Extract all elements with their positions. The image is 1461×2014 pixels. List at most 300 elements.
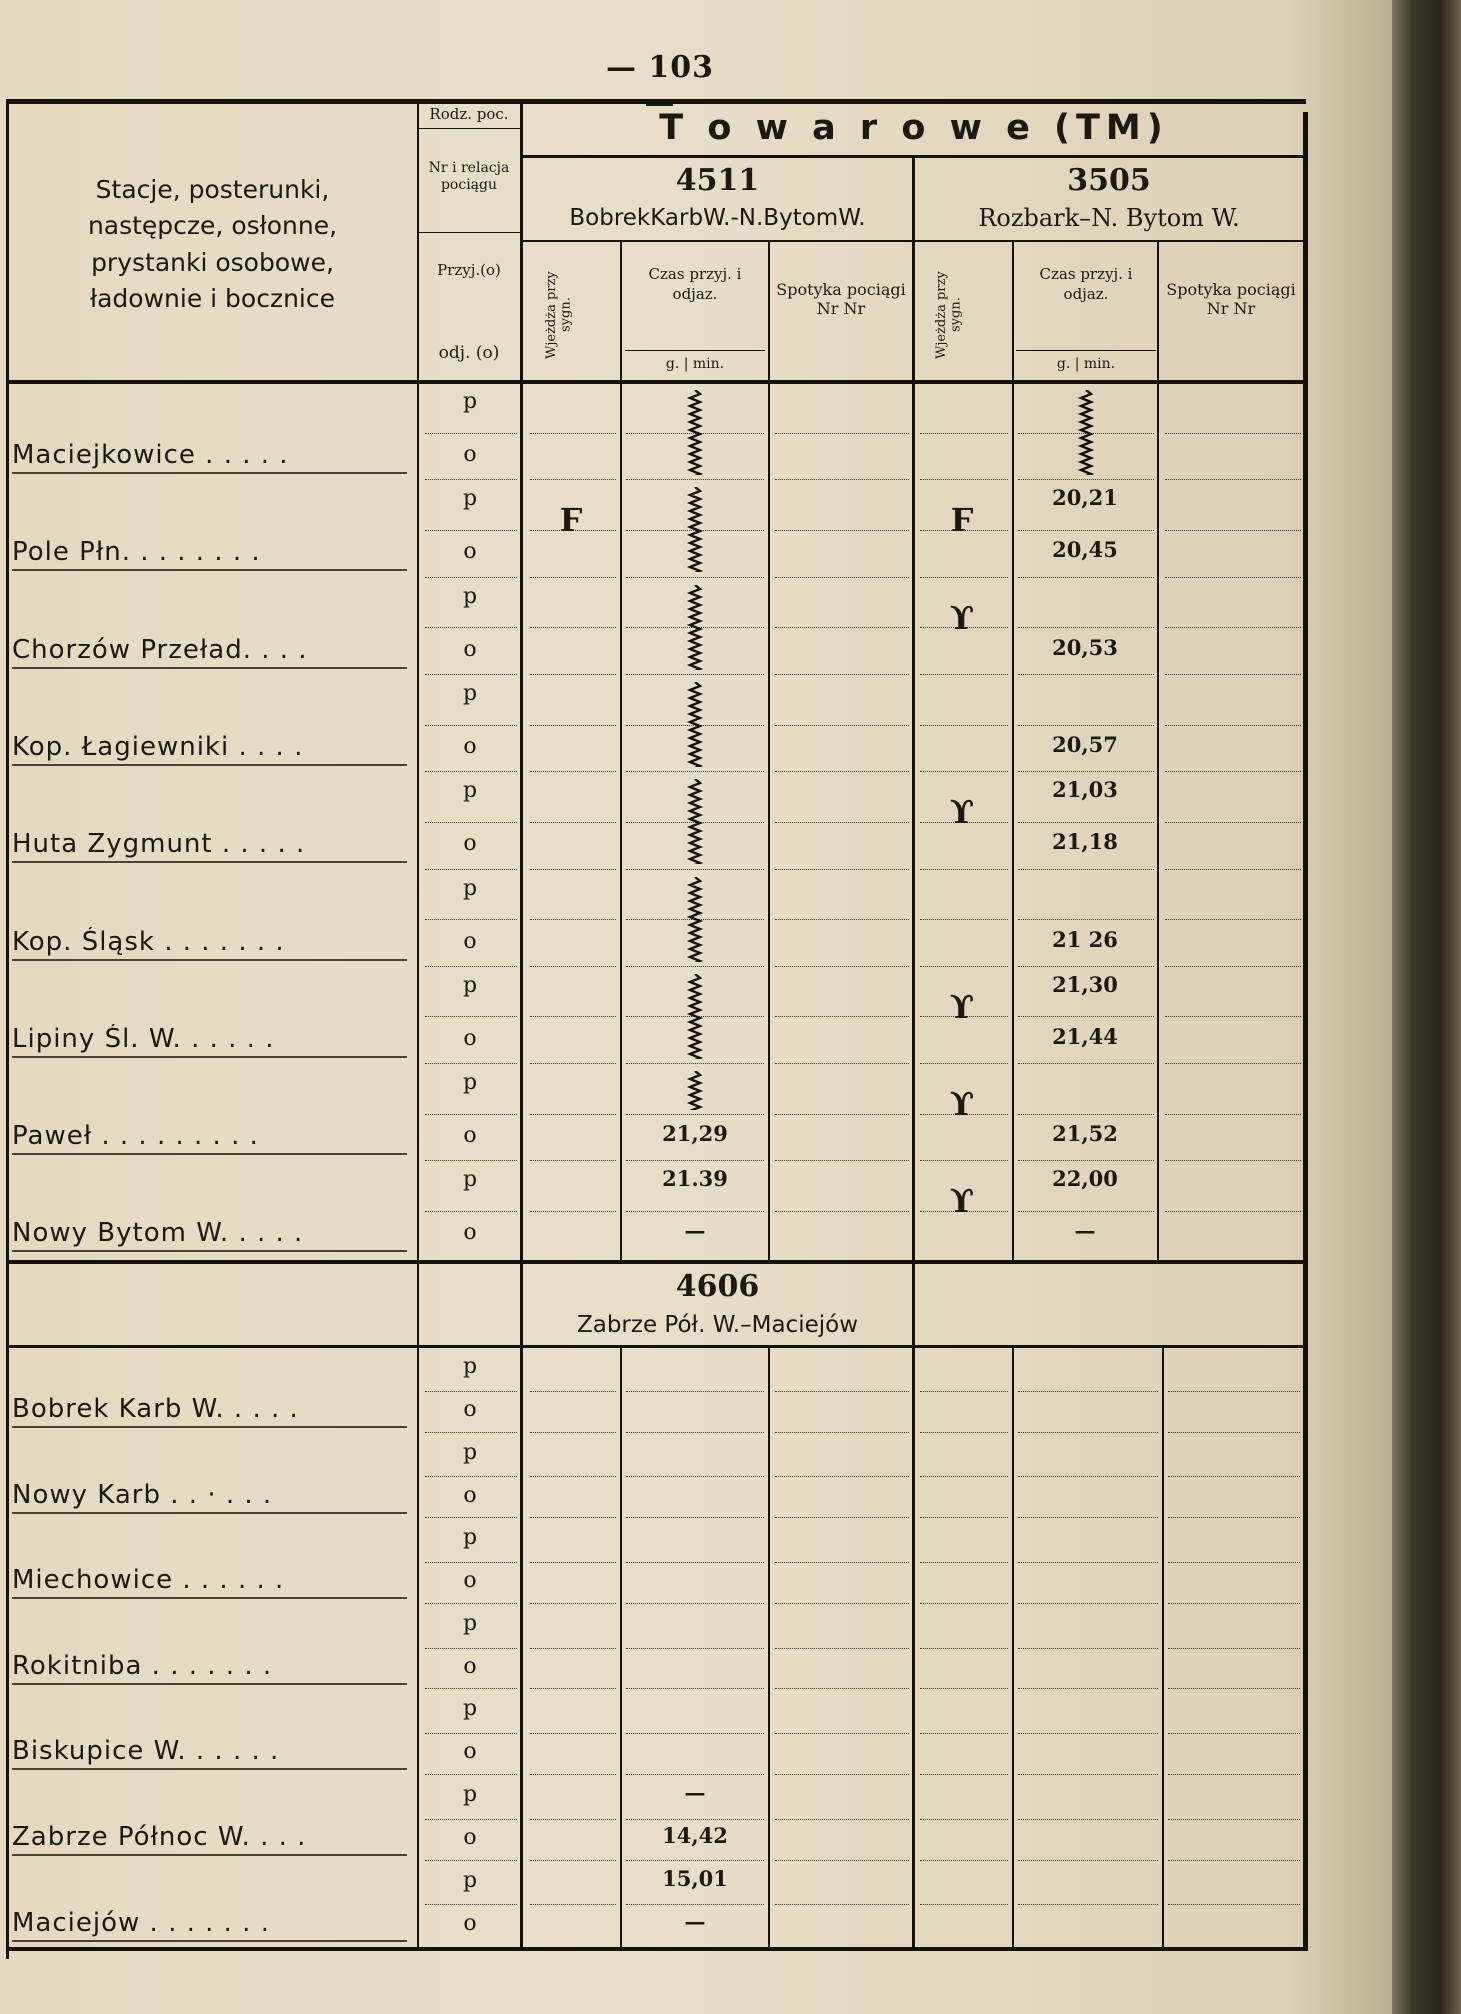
wavy-pass-through-mark (684, 682, 706, 767)
row-o-label: o (463, 1220, 477, 1246)
train-a-wjezdza-label: Wjeżdża przy sygn. (544, 271, 574, 359)
row-p-label: p (462, 1439, 478, 1465)
departure-time: 14,42 (662, 1823, 728, 1848)
row-end-separator (626, 577, 764, 578)
col-divider-b-time-2 (1162, 1345, 1164, 1947)
arrival-time: 20,21 (1052, 485, 1118, 511)
row-end-separator (775, 1860, 909, 1861)
row-mid-separator (775, 530, 909, 531)
row-end-separator (626, 1774, 764, 1775)
header-rule-units-b (1016, 350, 1156, 351)
col-divider-b-sig-2 (1012, 1345, 1014, 1947)
row-mid-separator (425, 1476, 517, 1477)
col-divider-a-sig (620, 240, 622, 1260)
row-o-label: o (463, 1568, 477, 1594)
arrival-time: 21,03 (1052, 777, 1118, 803)
row-o-label: o (463, 1397, 477, 1422)
station-column-title: Stacje, posterunki, następcze, osłonne, prystanki osobowe, ładownie i bocznice (87, 175, 338, 313)
odj-label: odj. (o) (438, 343, 500, 363)
departure-time: 20,53 (1052, 634, 1118, 660)
row-mid-separator (1165, 433, 1301, 434)
header-rule-units-a (625, 350, 765, 351)
row-end-separator (1168, 1517, 1300, 1518)
row-mid-separator (626, 1562, 764, 1563)
wavy-pass-through-mark (684, 779, 706, 864)
row-mid-separator (530, 1648, 616, 1649)
row-mid-separator (920, 1819, 1008, 1820)
row-mid-separator (775, 1904, 909, 1905)
wavy-pass-through-mark (684, 1071, 706, 1110)
row-o-label: o (463, 733, 477, 759)
station-name: Kop. Śląsk . . . . . . . (12, 927, 407, 961)
row-end-separator (425, 1063, 517, 1064)
row-mid-separator (920, 1476, 1008, 1477)
row-mid-separator (1018, 1016, 1154, 1017)
row-end-separator (530, 1432, 616, 1433)
row-mid-separator (530, 1114, 616, 1115)
row-mid-separator (1168, 1819, 1300, 1820)
col-divider-trains (912, 155, 915, 1947)
row-mid-separator (775, 1562, 909, 1563)
row-end-separator (1018, 1688, 1158, 1689)
row-mid-separator (626, 1114, 764, 1115)
row-end-separator (626, 674, 764, 675)
arrival-time: 22,00 (1052, 1166, 1118, 1192)
train-b-spotyka-label: Spotyka pociągi Nr Nr (1166, 280, 1296, 319)
row-end-separator (1165, 966, 1301, 967)
train-b-number: 3505 (1067, 163, 1151, 198)
section2-top-rule (6, 1260, 1308, 1264)
row-end-separator (920, 674, 1008, 675)
row-o-label: o (463, 1739, 477, 1765)
train-a-czas-label: Czas przyj. i odjaz. (648, 265, 742, 303)
row-mid-separator (530, 1016, 616, 1017)
row-mid-separator (425, 1211, 517, 1212)
section2-header-rule (6, 1345, 1308, 1348)
row-p-label: p (462, 1070, 478, 1096)
train-a-relation: BobrekKarbW.-N.BytomW. (569, 205, 866, 231)
row-end-separator (920, 1432, 1008, 1433)
row-end-separator (920, 577, 1008, 578)
row-p-label: p (462, 1782, 478, 1807)
row-o-label: o (463, 636, 477, 662)
row-mid-separator (530, 822, 616, 823)
book-spine (1392, 0, 1461, 2014)
header-rule-category (523, 155, 1303, 158)
row-end-separator (530, 1688, 616, 1689)
signal-mark: ϒ (949, 598, 975, 637)
row-end-separator (775, 869, 909, 870)
row-mid-separator (1165, 822, 1301, 823)
row-mid-separator (626, 1904, 764, 1905)
departure-time: — (684, 1218, 706, 1244)
row-mid-separator (1018, 1562, 1158, 1563)
train-c-relation: Zabrze Pół. W.–Maciejów (576, 1312, 859, 1338)
row-mid-separator (626, 1819, 764, 1820)
category-title: T o w a r o w e (TM) (659, 108, 1169, 148)
row-mid-separator (530, 1733, 616, 1734)
row-o-label: o (463, 1653, 477, 1679)
row-end-separator (920, 1160, 1008, 1161)
row-mid-separator (425, 1904, 517, 1905)
row-end-separator (425, 1774, 517, 1775)
departure-time: 21,52 (1052, 1121, 1118, 1147)
row-p-label: p (462, 1525, 478, 1551)
row-end-separator (626, 966, 764, 967)
row-mid-separator (1168, 1733, 1300, 1734)
wavy-pass-through-mark (684, 974, 706, 1059)
row-end-separator (530, 966, 616, 967)
row-end-separator (775, 1688, 909, 1689)
header-rule-nr (417, 232, 520, 233)
row-end-separator (530, 869, 616, 870)
row-mid-separator (425, 1114, 517, 1115)
row-o-label: o (463, 1825, 477, 1850)
row-mid-separator (626, 1391, 764, 1392)
row-end-separator (626, 1517, 764, 1518)
row-mid-separator (425, 822, 517, 823)
row-mid-separator (425, 919, 517, 920)
row-mid-separator (425, 725, 517, 726)
row-p-label: p (462, 680, 478, 706)
row-end-separator (920, 1774, 1008, 1775)
row-mid-separator (425, 1391, 517, 1392)
row-mid-separator (530, 1904, 616, 1905)
train-b-units-label: g. | min. (1056, 356, 1116, 372)
train-b-relation: Rozbark–N. Bytom W. (978, 204, 1240, 232)
signal-mark: ϒ (949, 1085, 975, 1124)
arrival-time: 21.39 (662, 1166, 728, 1192)
row-mid-separator (1168, 1476, 1300, 1477)
row-mid-separator (626, 1733, 764, 1734)
row-mid-separator (1165, 1016, 1301, 1017)
row-end-separator (1165, 479, 1301, 480)
row-o-label: o (463, 539, 477, 565)
row-end-separator (775, 577, 909, 578)
station-name: Nowy Bytom W. . . . . (12, 1218, 407, 1252)
row-end-separator (1168, 1688, 1300, 1689)
row-p-label: p (462, 389, 478, 414)
wavy-pass-through-mark (684, 585, 706, 670)
row-mid-separator (775, 1391, 909, 1392)
table-right-border (1303, 112, 1308, 1950)
col-divider-b-time (1157, 240, 1159, 1260)
row-mid-separator (775, 627, 909, 628)
row-mid-separator (1165, 627, 1301, 628)
row-mid-separator (775, 919, 909, 920)
train-a-spotyka-label: Spotyka pociągi Nr Nr (776, 280, 906, 319)
row-p-label: p (462, 972, 478, 998)
row-mid-separator (920, 1648, 1008, 1649)
row-end-separator (626, 1063, 764, 1064)
row-end-separator (530, 1774, 616, 1775)
row-mid-separator (775, 1476, 909, 1477)
row-mid-separator (775, 1211, 909, 1212)
row-mid-separator (1018, 1648, 1158, 1649)
row-mid-separator (425, 1016, 517, 1017)
row-mid-separator (1018, 627, 1154, 628)
row-mid-separator (1168, 1562, 1300, 1563)
signal-mark: ϒ (949, 987, 975, 1026)
row-end-separator (530, 1603, 616, 1604)
row-end-separator (920, 1517, 1008, 1518)
row-o-label: o (463, 1123, 477, 1149)
row-end-separator (425, 1603, 517, 1604)
row-mid-separator (1018, 725, 1154, 726)
row-end-separator (775, 1517, 909, 1518)
row-mid-separator (425, 433, 517, 434)
departure-time: — (684, 1908, 706, 1934)
row-mid-separator (920, 1904, 1008, 1905)
row-end-separator (1165, 674, 1301, 675)
row-end-separator (775, 771, 909, 772)
station-name: Rokitniba . . . . . . . (12, 1651, 407, 1685)
row-end-separator (1018, 577, 1154, 578)
row-end-separator (1018, 1063, 1154, 1064)
station-name: Zabrze Północ W. . . . (12, 1822, 407, 1856)
row-o-label: o (463, 1910, 477, 1936)
departure-time: 21,18 (1052, 829, 1118, 855)
row-end-separator (920, 869, 1008, 870)
row-end-separator (920, 966, 1008, 967)
row-mid-separator (1018, 822, 1154, 823)
signal-mark: Ϝ (950, 501, 974, 540)
station-name: Pole Płn. . . . . . . . (12, 537, 407, 571)
departure-time: 21 26 (1052, 926, 1118, 952)
row-mid-separator (530, 1476, 616, 1477)
row-mid-separator (1018, 1476, 1158, 1477)
row-p-label: p (462, 583, 478, 609)
row-mid-separator (530, 1391, 616, 1392)
row-end-separator (530, 1860, 616, 1861)
row-end-separator (626, 869, 764, 870)
row-end-separator (626, 1688, 764, 1689)
arrival-time: — (684, 1780, 706, 1805)
row-end-separator (1018, 674, 1154, 675)
row-mid-separator (425, 1562, 517, 1563)
row-mid-separator (530, 1211, 616, 1212)
row-end-separator (425, 577, 517, 578)
row-end-separator (530, 1160, 616, 1161)
row-end-separator (920, 1688, 1008, 1689)
signal-mark: ϒ (949, 793, 975, 832)
station-name: Chorzów Przeład. . . . (12, 635, 407, 669)
departure-time: — (1074, 1218, 1096, 1244)
row-end-separator (1018, 1517, 1158, 1518)
row-end-separator (775, 966, 909, 967)
header-bottom-rule (6, 380, 1308, 384)
row-mid-separator (425, 1819, 517, 1820)
row-end-separator (425, 1160, 517, 1161)
wavy-pass-through-mark (684, 877, 706, 962)
row-mid-separator (530, 1819, 616, 1820)
row-end-separator (626, 479, 764, 480)
train-c-number: 4606 (675, 1269, 760, 1304)
row-end-separator (626, 1860, 764, 1861)
row-end-separator (425, 1432, 517, 1433)
row-end-separator (1168, 1603, 1300, 1604)
row-mid-separator (775, 433, 909, 434)
station-name: Lipiny Śl. W. . . . . . (12, 1024, 407, 1058)
row-mid-separator (1018, 1114, 1154, 1115)
row-end-separator (530, 771, 616, 772)
row-end-separator (775, 1603, 909, 1604)
departure-time: 20,45 (1052, 537, 1118, 563)
col-divider-b-sig (1012, 240, 1014, 1260)
row-end-separator (1165, 869, 1301, 870)
table-left-border (6, 99, 9, 1959)
row-end-separator (626, 771, 764, 772)
row-end-separator (530, 479, 616, 480)
row-end-separator (920, 771, 1008, 772)
row-end-separator (775, 1063, 909, 1064)
nr-relacja-label: Nr i relacja pociągu (428, 160, 510, 193)
row-end-separator (530, 577, 616, 578)
row-p-label: p (462, 486, 478, 512)
row-end-separator (1165, 771, 1301, 772)
row-end-separator (920, 1063, 1008, 1064)
station-name: Maciejkowice . . . . . (12, 440, 407, 474)
train-a-units-label: g. | min. (665, 356, 725, 372)
row-mid-separator (425, 530, 517, 531)
row-p-label: p (462, 1696, 478, 1722)
row-end-separator (1018, 1603, 1158, 1604)
row-mid-separator (775, 1114, 909, 1115)
row-mid-separator (1018, 530, 1154, 531)
row-mid-separator (775, 1819, 909, 1820)
row-end-separator (775, 1432, 909, 1433)
row-mid-separator (626, 1476, 764, 1477)
row-end-separator (425, 771, 517, 772)
row-mid-separator (1018, 1211, 1154, 1212)
station-name: Paweł . . . . . . . . . (12, 1121, 407, 1155)
header-rule-relation (523, 240, 1303, 242)
row-end-separator (1018, 1860, 1158, 1861)
row-o-label: o (463, 1025, 477, 1051)
row-end-separator (775, 479, 909, 480)
station-name: Kop. Łagiewniki . . . . (12, 732, 407, 766)
row-mid-separator (530, 1562, 616, 1563)
train-b-wjezdza-label: Wjeżdża przy sygn. (934, 271, 964, 359)
page-number: — 103 (605, 50, 715, 85)
row-end-separator (1018, 771, 1154, 772)
row-p-label: p (462, 1610, 478, 1636)
row-mid-separator (1165, 1114, 1301, 1115)
row-o-label: o (463, 1482, 477, 1508)
row-p-label: p (462, 1354, 478, 1379)
row-end-separator (425, 1860, 517, 1861)
col-divider-a-time-2 (768, 1345, 770, 1947)
station-name: Miechowice . . . . . . (12, 1565, 407, 1599)
row-end-separator (425, 674, 517, 675)
row-mid-separator (920, 433, 1008, 434)
row-end-separator (626, 1160, 764, 1161)
row-end-separator (775, 1774, 909, 1775)
row-p-label: p (462, 778, 478, 804)
row-mid-separator (1018, 1733, 1158, 1734)
row-end-separator (530, 674, 616, 675)
row-end-separator (530, 1517, 616, 1518)
row-end-separator (1018, 1774, 1158, 1775)
row-mid-separator (1018, 1904, 1158, 1905)
row-mid-separator (1168, 1391, 1300, 1392)
col-divider-a-time (768, 240, 770, 1260)
departure-time: 21,44 (1052, 1023, 1118, 1049)
wavy-pass-through-mark (684, 487, 706, 572)
row-mid-separator (626, 1211, 764, 1212)
rodz-poc-label: Rodz. poc. (429, 105, 509, 123)
row-end-separator (1168, 1774, 1300, 1775)
row-end-separator (425, 479, 517, 480)
row-end-separator (1018, 869, 1154, 870)
row-mid-separator (530, 919, 616, 920)
row-end-separator (425, 966, 517, 967)
row-end-separator (1165, 1063, 1301, 1064)
arrival-time: 15,01 (662, 1865, 728, 1891)
row-end-separator (425, 1688, 517, 1689)
row-end-separator (1165, 577, 1301, 578)
row-end-separator (1018, 966, 1154, 967)
row-mid-separator (1168, 1648, 1300, 1649)
row-end-separator (425, 869, 517, 870)
row-mid-separator (1165, 530, 1301, 531)
table-bottom-border (6, 1947, 1308, 1951)
arrival-time: 21,30 (1052, 971, 1118, 997)
row-mid-separator (775, 822, 909, 823)
row-mid-separator (425, 1648, 517, 1649)
row-mid-separator (1018, 1819, 1158, 1820)
signal-mark: ϒ (949, 1182, 975, 1221)
row-end-separator (920, 1860, 1008, 1861)
row-end-separator (1018, 479, 1154, 480)
row-o-label: o (463, 831, 477, 857)
row-mid-separator (920, 1391, 1008, 1392)
station-name: Maciejów . . . . . . . (12, 1908, 407, 1942)
row-o-label: o (463, 928, 477, 954)
row-mid-separator (920, 1562, 1008, 1563)
row-mid-separator (530, 725, 616, 726)
row-mid-separator (1018, 1391, 1158, 1392)
row-p-label: p (462, 1167, 478, 1193)
row-mid-separator (920, 725, 1008, 726)
row-end-separator (1018, 1160, 1154, 1161)
col-divider-a-sig-2 (620, 1345, 622, 1947)
row-mid-separator (775, 1016, 909, 1017)
departure-time: 21,29 (662, 1121, 728, 1147)
station-name: Huta Zygmunt . . . . . (12, 829, 407, 863)
row-end-separator (1168, 1860, 1300, 1861)
row-end-separator (626, 1603, 764, 1604)
row-end-separator (626, 1432, 764, 1433)
row-mid-separator (1165, 919, 1301, 920)
signal-mark: Ϝ (559, 501, 583, 540)
row-end-separator (1168, 1432, 1300, 1433)
station-name: Nowy Karb . . · . . . (12, 1480, 407, 1514)
row-mid-separator (775, 725, 909, 726)
row-p-label: p (462, 875, 478, 901)
row-mid-separator (530, 433, 616, 434)
table-top-border (6, 99, 1306, 104)
row-mid-separator (626, 1648, 764, 1649)
row-end-separator (425, 1517, 517, 1518)
row-end-separator (1165, 1160, 1301, 1161)
row-mid-separator (775, 1648, 909, 1649)
row-mid-separator (775, 1733, 909, 1734)
row-mid-separator (530, 627, 616, 628)
station-name: Bobrek Karb W. . . . . (12, 1394, 407, 1428)
row-mid-separator (1165, 725, 1301, 726)
row-end-separator (775, 674, 909, 675)
